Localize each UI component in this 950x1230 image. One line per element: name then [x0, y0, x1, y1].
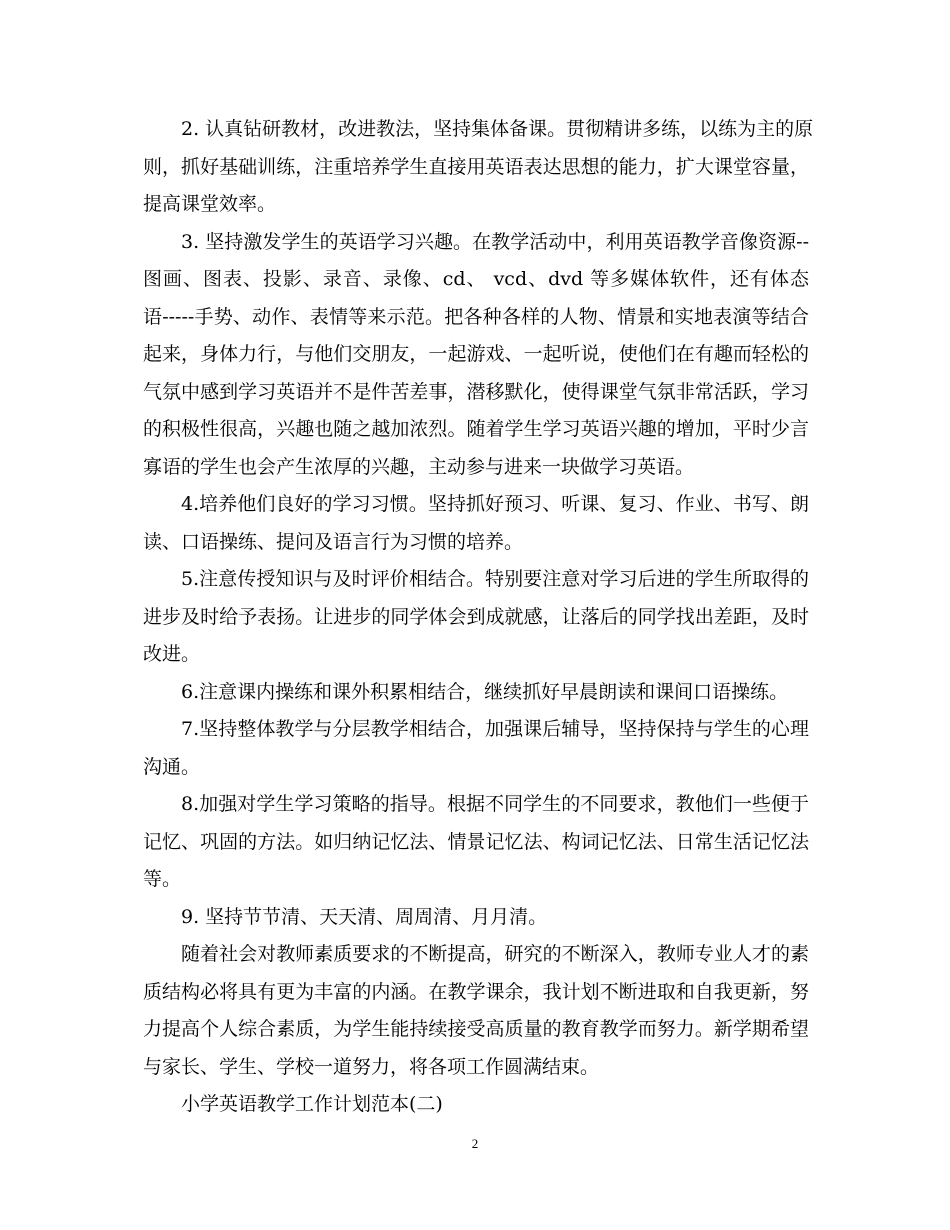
paragraph-line: 8.加强对学生学习策略的指导。根据不同学生的不同要求，教他们一些便于: [181, 793, 809, 815]
paragraph-line: 起来，身体力行，与他们交朋友，一起游戏、一起听说，使他们在有趣而轻松的: [143, 343, 809, 365]
document-body: [143, 111, 814, 1124]
paragraph-line: 6.注意课内操练和课外积累相结合，继续抓好早晨朗读和课间口语操练。: [181, 680, 789, 703]
paragraph-line: 7.坚持整体教学与分层教学相结合，加强课后辅导，坚持保持与学生的心理: [181, 718, 809, 740]
paragraph-line: 与家长、学生、学校一道努力，将各项工作圆满结束。: [143, 1055, 600, 1078]
paragraph-line: 随着社会对教师素质要求的不断提高，研究的不断深入，教师专业人才的素: [181, 943, 809, 965]
paragraph-line: 寡语的学生也会产生浓厚的兴趣，主动参与进来一块做学习英语。: [143, 455, 695, 478]
paragraph-line: 气氛中感到学习英语并不是件苦差事，潜移默化，使得课堂气氛非常活跃，学习: [143, 380, 809, 403]
paragraph-line: 4.培养他们良好的学习习惯。坚持抓好预习、听课、复习、作业、书写、朗: [181, 493, 809, 515]
paragraph: [143, 711, 809, 786]
paragraph-line: 记忆、巩固的方法。如归纳记忆法、情景记忆法、构词记忆法、日常生活记忆法: [143, 830, 809, 853]
paragraph: [143, 561, 809, 674]
page-number: 2: [471, 1136, 479, 1151]
paragraph-line: 的积极性很高，兴趣也随之越加浓烈。随着学生学习英语兴趣的增加，平时少言: [143, 418, 809, 440]
paragraph-line: 提高课堂效率。: [143, 193, 277, 215]
paragraph: [143, 786, 809, 899]
paragraph: [143, 936, 809, 1086]
paragraph: [143, 899, 809, 937]
paragraph-line: 语-----手势、动作、表情等来示范。把各种各样的人物、情景和实地表演等结合: [143, 305, 809, 328]
paragraph-line: 小学英语教学工作计划范本(二): [181, 1093, 443, 1115]
paragraph-line: 5.注意传授知识与及时评价相结合。特别要注意对学习后进的学生所取得的: [181, 568, 809, 590]
paragraph-line: 改进。: [143, 643, 201, 665]
paragraph: [143, 486, 809, 561]
paragraph: [143, 224, 809, 487]
paragraph-line: 9. 坚持节节清、天天清、周周清、月月清。: [181, 905, 548, 928]
paragraph-line: 等。: [143, 868, 182, 890]
paragraph-line: 进步及时给予表扬。让进步的同学体会到成就感，让落后的同学找出差距，及时: [143, 605, 809, 628]
paragraph-line: 图画、图表、投影、录音、录像、cd、 vcd、dvd 等多媒体软件，还有体态: [143, 268, 809, 290]
paragraph-line: 读、口语操练、提问及语言行为习惯的培养。: [143, 530, 524, 553]
paragraph: [143, 1086, 809, 1124]
paragraph-line: 则，抓好基础训练，注重培养学生直接用英语表达思想的能力，扩大课堂容量，: [143, 155, 809, 178]
paragraph-line: 力提高个人综合素质，为学生能持续接受高质量的教育教学而努力。新学期希望: [143, 1018, 809, 1040]
paragraph: [143, 111, 814, 224]
paragraph-line: 沟通。: [143, 755, 201, 778]
paragraph-line: 质结构必将具有更为丰富的内涵。在教学课余，我计划不断进取和自我更新，努: [143, 980, 809, 1003]
paragraph-line: 2. 认真钻研教材，改进教法，坚持集体备课。贯彻精讲多练，以练为主的原: [181, 118, 814, 140]
paragraph-line: 3. 坚持激发学生的英语学习兴趣。在教学活动中，利用英语教学音像资源--: [181, 230, 809, 253]
paragraph: [143, 674, 809, 712]
